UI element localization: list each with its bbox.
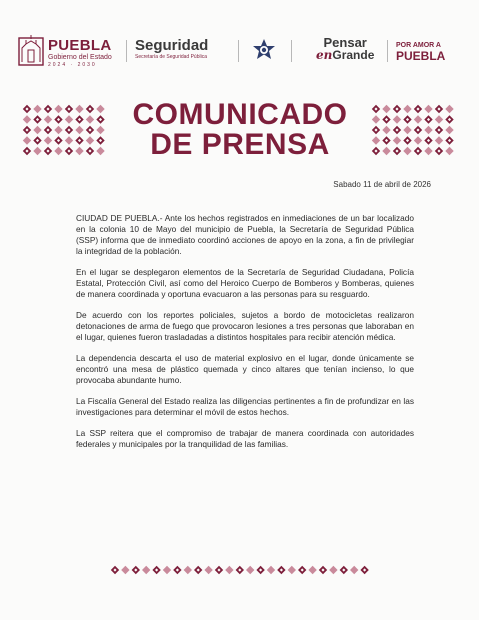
talavera-pattern-icon [414, 115, 422, 123]
pensar-en: en [316, 48, 333, 62]
header-divider [387, 40, 388, 62]
talavera-pattern-icon [267, 566, 275, 574]
body-paragraph: La dependencia descarta el uso de material explosivo en el lugar, donde únicamente se encontró una mesa de plástico quemada y cinco altares que tenían incienso, lo que provocaba abundante humo. [76, 353, 414, 385]
talavera-pattern-icon [44, 136, 52, 144]
talavera-pattern-icon [445, 105, 453, 113]
body-paragraph: La Fiscalía General del Estado realiza las diligencias pertinentes a fin de profundizar en las investigaciones para determinar el móvil de estos hechos. [76, 396, 414, 417]
header-divider [126, 40, 127, 62]
talavera-pattern-icon [435, 136, 443, 144]
title-line2: DE PRENSA [150, 128, 330, 161]
amor-line2: PUEBLA [396, 49, 446, 63]
talavera-pattern-icon [86, 136, 94, 144]
talavera-pattern-icon [184, 566, 192, 574]
talavera-pattern-icon [424, 126, 432, 134]
talavera-pattern-icon [403, 126, 411, 134]
talavera-pattern-icon [96, 147, 104, 155]
talavera-pattern-icon [225, 566, 233, 574]
talavera-pattern-right [371, 104, 457, 156]
pensar-line1: Pensar [323, 35, 367, 50]
talavera-pattern-icon [382, 105, 390, 113]
release-date: Sabado 11 de abril de 2026 [333, 180, 431, 189]
talavera-pattern-icon [75, 147, 83, 155]
talavera-pattern-icon [445, 147, 453, 155]
talavera-pattern-icon [308, 566, 316, 574]
puebla-years: 2024 · 2030 [48, 62, 97, 68]
puebla-name: PUEBLA [48, 37, 112, 54]
talavera-pattern-icon [163, 566, 171, 574]
talavera-pattern-icon [350, 566, 358, 574]
talavera-pattern-icon [382, 126, 390, 134]
talavera-pattern-icon [54, 126, 62, 134]
talavera-pattern-icon [393, 115, 401, 123]
talavera-pattern-icon [403, 147, 411, 155]
talavera-pattern-icon [393, 136, 401, 144]
talavera-pattern-icon [75, 105, 83, 113]
title-line1: COMUNICADO [132, 98, 348, 131]
cathedral-shield-icon [18, 34, 44, 66]
por-amor-a-puebla-logo [396, 40, 445, 62]
puebla-subtitle: Gobierno del Estado [48, 54, 112, 61]
body-paragraph: CIUDAD DE PUEBLA.- Ante los hechos registrados en inmediaciones de un bar localizado en la colonia 10 de Mayo del municipio de Puebla, la Secretaría de Seguridad Pública (SSP) informa que de inmediato coordinó acciones de apoyo en la zona, a fin de privilegiar la integridad de la población. [76, 213, 414, 256]
talavera-pattern-icon [33, 147, 41, 155]
body-paragraph: La SSP reitera que el compromiso de trabajar de manera coordinada con autoridades federales y municipales por la tranquilidad de las familias. [76, 428, 414, 449]
talavera-pattern-icon [445, 126, 453, 134]
talavera-pattern-icon [23, 136, 31, 144]
amor-line1: POR AMOR A [396, 42, 441, 49]
talavera-pattern-icon [65, 136, 73, 144]
talavera-pattern-icon [65, 115, 73, 123]
talavera-pattern-left [22, 104, 108, 156]
body-paragraph: De acuerdo con los reportes policiales, sujetos a bordo de motocicletas realizaron detonaciones de arma de fuego que provocaron lesiones a tres personas que laboraban en el lugar, quienes fueron trasladadas a distintos hospitales para recibir atención médica. [76, 310, 414, 342]
talavera-pattern-icon [54, 105, 62, 113]
talavera-pattern-icon [86, 115, 94, 123]
talavera-pattern-icon [372, 115, 380, 123]
talavera-pattern-icon [54, 147, 62, 155]
pensar-en-grande-logo [316, 37, 374, 61]
talavera-pattern-icon [204, 566, 212, 574]
talavera-pattern-icon [96, 105, 104, 113]
header-divider [238, 40, 239, 62]
talavera-pattern-icon [372, 136, 380, 144]
talavera-pattern-footer [110, 565, 370, 579]
talavera-pattern-icon [44, 115, 52, 123]
press-release-body [76, 213, 414, 460]
talavera-pattern-icon [403, 105, 411, 113]
talavera-pattern-icon [23, 115, 31, 123]
talavera-pattern-icon [96, 126, 104, 134]
talavera-pattern-icon [435, 115, 443, 123]
talavera-pattern-icon [33, 126, 41, 134]
puebla-government-logo [48, 38, 112, 69]
talavera-pattern-icon [33, 105, 41, 113]
talavera-pattern-icon [414, 136, 422, 144]
pensar-line2: Grande [332, 48, 375, 62]
talavera-pattern-icon [246, 566, 254, 574]
body-paragraph: En el lugar se desplegaron elementos de la Secretaría de Seguridad Ciudadana, Policía Estatal, Protección Civil, así como del Heroico Cuerpo de Bomberos y Bomberas, quienes de manera coordinada y oportuna evacuaron a las personas para su resguardo. [76, 267, 414, 299]
talavera-pattern-icon [288, 566, 296, 574]
talavera-pattern-icon [424, 105, 432, 113]
seguridad-name: Seguridad [135, 37, 209, 54]
header-logos [0, 28, 479, 72]
talavera-pattern-icon [75, 126, 83, 134]
talavera-pattern-icon [121, 566, 129, 574]
press-release-title [120, 100, 360, 160]
talavera-pattern-icon [329, 566, 337, 574]
talavera-pattern-icon [424, 147, 432, 155]
talavera-pattern-icon [382, 147, 390, 155]
police-star-badge-icon [251, 38, 277, 64]
seguridad-logo [135, 38, 208, 61]
talavera-pattern-icon [142, 566, 150, 574]
seguridad-subtitle: Secretaría de Seguridad Pública [135, 54, 207, 60]
header-divider [291, 40, 292, 62]
